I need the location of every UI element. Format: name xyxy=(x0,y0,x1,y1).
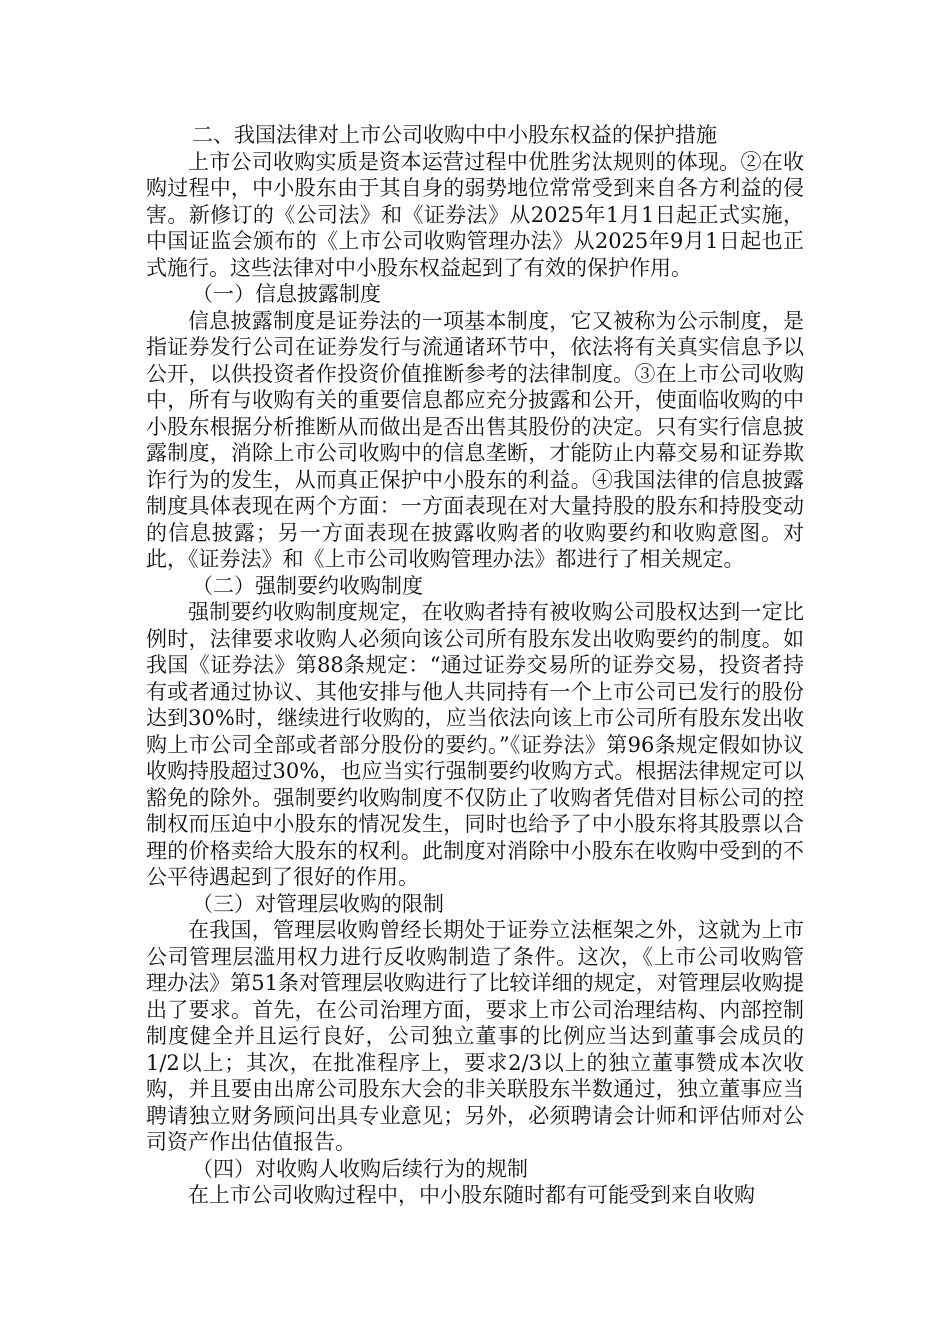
subsection-title-2: （二）强制要约收购制度 xyxy=(192,573,423,598)
section-heading: 二、我国法律对上市公司收购中中小股东权益的保护措施 xyxy=(192,123,717,147)
subsection-title-4: （四）对收购人收购后续行为的规制 xyxy=(192,1156,528,1181)
document-page xyxy=(146,122,804,1209)
subsection-title-1: （一）信息披露制度 xyxy=(192,282,381,306)
subsection-body-2: 强制要约收购制度规定，在收购者持有被收购公司股权达到一定比例时，法律要求收购人必须向该公司所有股东发出收购要约的制度。如我国《证券法》第88条规定：“通过证券交易所的证券交易，投资者持有或者通过协议、其他安排与他人共同持有一个上市公司已发行的股份达到30%时，继续进行收购的，应当依法向该上市公司所有股东发出收购上市公司全部或者部分股份的要约。”《证券法》第96条规定假如协议收购持股超过30%，也应当实行强制要约收购方式。根据法律规定可以豁免的除外。强制要约收购制度不仅防止了收购者凭借对目标公司的控制权而压迫中小股东的情况发生，同时也给予了中小股东将其股票以合理的价格卖给大股东的权利。此制度对消除中小股东在收购中受到的不公平待遇起到了很好的作用。 xyxy=(146,600,804,889)
subsection-body-4: 在上市公司收购过程中，中小股东随时都有可能受到来自收购 xyxy=(188,1183,755,1207)
intro-paragraph: 上市公司收购实质是资本运营过程中优胜劣汰规则的体现。②在收购过程中，中小股东由于其自身的弱势地位常常受到来自各方利益的侵害。新修订的《公司法》和《证券法》从2025年1月1日起正式实施，中国证监会颁布的《上市公司收购管理办法》从2025年9月1日起也正式施行。这些法律对中小股东权益起到了有效的保护作用。 xyxy=(146,149,804,280)
subsection-title-3: （三）对管理层收购的限制 xyxy=(192,891,444,916)
subsection-body-3: 在我国，管理层收购曾经长期处于证券立法框架之外，这就为上市公司管理层滥用权力进行反收购制造了条件。这次，《上市公司收购管理办法》第51条对管理层收购进行了比较详细的规定，对管理层收购提出了要求。首先，在公司治理方面，要求上市公司治理结构、内部控制制度健全并且运行良好，公司独立董事的比例应当达到董事会成员的1/2以上；其次，在批准程序上，要求2/3以上的独立董事赞成本次收购，并且要由出席公司股东大会的非关联股东半数通过，独立董事应当聘请独立财务顾问出具专业意见；另外，必须聘请会计师和评估师对公司资产作出估值报告。 xyxy=(146,918,804,1154)
subsection-body-1: 信息披露制度是证券法的一项基本制度，它又被称为公示制度，是指证券发行公司在证券发行与流通诸环节中，依法将有关真实信息予以公开，以供投资者作投资价值推断参考的法律制度。③在上市公司收购中，所有与收购有关的重要信息都应充分披露和公开，使面临收购的中小股东根据分析推断从而做出是否出售其股份的决定。只有实行信息披露制度，消除上市公司收购中的信息垄断，才能防止内幕交易和证券欺诈行为的发生，从而真正保护中小股东的利益。④我国法律的信息披露制度具体表现在两个方面：一方面表现在对大量持股的股东和持股变动的信息披露；另一方面表现在披露收购者的收购要约和收购意图。对此，《证券法》和《上市公司收购管理办法》都进行了相关规定。 xyxy=(146,308,804,571)
